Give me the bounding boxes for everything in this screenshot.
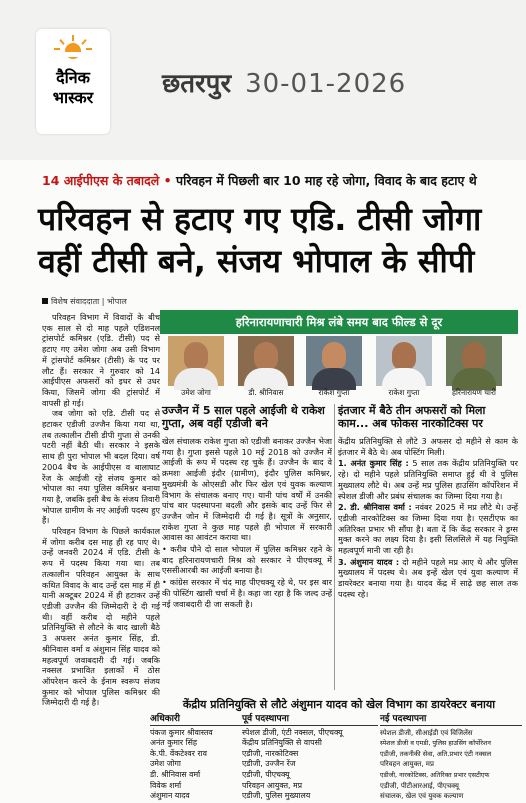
- headline-line-2: वहीं टीसी बने, संजय भोपाल के सीपी: [38, 242, 475, 280]
- table-cell: पंकज कुमार श्रीवास्तव: [150, 727, 213, 737]
- table-cell: उमेश जोगा: [150, 759, 181, 769]
- table-cell: एडीजी, तकनीकी सेवा, अति.प्रभार एंटी नक्सल: [380, 749, 492, 758]
- photo-rakesh-gupta-2: [376, 336, 432, 386]
- middle-paragraph: • करीब पौने दो साल भोपाल में पुलिस कमिश्नर रहने के बाद हरिनारायणचारी मिश्र को सरकार ने पीएचक्यू में एससीआरबी का आईजी बनाया है।: [162, 544, 332, 576]
- logo-line2: भास्कर: [52, 88, 94, 107]
- photo-caption: उमेश जोगा: [181, 388, 211, 397]
- photo-d-srinivas: [238, 336, 294, 386]
- column-divider: [334, 404, 335, 690]
- table-cell: डी. श्रीनिवास वर्मा: [150, 769, 201, 779]
- right-intro: केंद्रीय प्रतिनियुक्ति से लौटे 3 अफसर दो महीने से काम के इंतजार में बैठे थे। अब पोस्टिंग मिली।: [338, 436, 518, 457]
- table-cell: एडीजी, पीटीआरआई, पीएचक्यू: [380, 781, 459, 790]
- right-item: [338, 458, 518, 501]
- right-item: [338, 557, 518, 600]
- photo-caption: राकेश गुप्ता: [318, 388, 350, 397]
- right-item-label: 2. डी. श्रीनिवास वर्मा :: [338, 502, 412, 513]
- byline-text: विशेष संवाददाता | भोपाल: [51, 297, 127, 306]
- kicker-text: परिवहन में पिछली बार 10 माह रहे जोगा, विवाद के बाद हटाए थे: [176, 173, 477, 188]
- table-cell: परिवहन आयुक्त, मप्र: [242, 780, 303, 790]
- kicker-separator: •: [163, 173, 172, 188]
- table-cell: एडीजी, पुलिस मुख्यालय: [242, 791, 311, 801]
- middle-column: [162, 436, 332, 686]
- table-cell: एडीजी, उज्जैन रेंज: [242, 759, 296, 769]
- photo-caption: डी. श्रीनिवास: [248, 388, 284, 397]
- table-header: नई पदस्थापना: [380, 714, 522, 726]
- sun-icon: [52, 35, 94, 57]
- city-name: छतरपुर: [162, 69, 232, 99]
- table-cell: एडीजी, नारकोटिक्स, अतिरिक्त प्रभार एसटीएफ: [380, 770, 490, 779]
- table-column-new: [380, 714, 522, 802]
- right-item: [338, 502, 518, 556]
- left-paragraph: परिवहन विभाग में विवादों के बीच एक साल से दो माह पहले एडिशनल ट्रांसपोर्ट कमिश्नर (एडि. टीसी) पद से हटाए गए उमेश जोगा अब उसी विभाग में ट्रांसपोर्ट कमिश्नर (टीसी) के पद पर लौट हैं। सरकार ने गुरुवार को 14 आईपीएस अफसरों को इधर से उधर किया, जिसमें जोगा की ट्रांसपोर्ट में वापसी हो गई।: [42, 312, 160, 408]
- middle-paragraph: खेल संचालक राकेश गुप्ता को एडीजी बनाकर उज्जैन भेजा गया है। गुप्ता इससे पहले 10 मई 2018 को उज्जैन में आईजी के रूप में पदस्थ रह चुके हैं। उज्जैन के बाद वे क्रमशः आईजी इंदौर (ग्रामीण), इंदौर पुलिस कमिश्नर, मुख्यमंत्री के ओएसडी और फिर खेल एवं युवक कल्याण विभाग के संचालक बनाए गए। यानी पांच वर्षों में उनकी पांच बार पदस्थापना बदली और इसके बाद उन्हें फिर से उज्जैन जोन में जिम्मेदारी दी गई है। सूत्रों के अनुसार, राकेश गुप्ता ने कुछ माह पहले ही भोपाल में सरकारी आवास का आवंटन कराया था।: [162, 436, 332, 543]
- byline: [42, 296, 127, 307]
- dainik-bhaskar-logo: [36, 29, 110, 134]
- right-item-text: नवंबर 2025 में मप्र लौटे थे। उन्हें एडीजी नारकोटिक्स का जिम्मा दिया गया है। एसटीएफ का अतिरिक्त प्रभार भी सौंपा है। बता दें कि केंद्र सरकार ने ड्रग्स मुक्त करने का लक्ष्य दिया है। इसी सिलसिले में यह नियुक्ति महत्वपूर्ण मानी जा रही है।: [338, 502, 518, 556]
- right-item-text: दो महीने पहले मप्र आए थे और पुलिस मुख्यालय में पदस्थ थे। अब इन्हें खेल एवं युवा कल्याण में डायरेक्टर बनाया गया है। यादव केंद्र में साढ़े छह साल तक पदस्थ रहे।: [338, 556, 518, 599]
- middle-heading: उज्जैन में 5 साल पहले आईजी थे राकेश गुप्ता, अब वहीं एडीजी बने: [162, 404, 325, 430]
- edition-date: 30-01-2026: [245, 69, 407, 99]
- table-cell: स्पेशल डीजी, सीआईडी एवं विजिलेंस: [380, 728, 473, 737]
- table-column-previous: [242, 714, 378, 802]
- right-item-label: 3. अंशुमान यादव :: [338, 556, 400, 567]
- kicker-line: [42, 172, 522, 189]
- kicker-red: 14 आईपीएस के तबादले: [42, 173, 160, 188]
- right-item-text: 5 साल तक केंद्रीय प्रतिनियुक्ति पर रहे। दो महीने पहले प्रतिनियुक्ति समाप्त हुई थी वे पुलिस मुख्यालय लौटे थे। अब उन्हें मप्र पुलिस हाउसिंग कॉर्पोरेशन में स्पेशल डीजी और प्रबंध संचालक का जिम्मा दिया गया है।: [338, 458, 518, 501]
- right-item-label: 1. अनंत कुमार सिंह :: [338, 458, 409, 469]
- photo-strip: [160, 336, 518, 398]
- table-cell: विवेक शर्मा: [150, 780, 182, 790]
- left-column: [42, 312, 160, 708]
- table-cell: अनंत कुमार सिंह: [150, 738, 197, 748]
- table-cell: अंशुमान यादव: [150, 791, 190, 801]
- photo-caption: राकेश गुप्ता: [388, 388, 420, 397]
- photo-umesh-joga: [168, 336, 224, 386]
- right-column: [338, 436, 518, 686]
- headline-line-1: परिवहन से हटाए गए एडि. टीसी जोगा: [38, 200, 482, 238]
- table-column-officer: [150, 714, 242, 802]
- table-cell: स्पेशल डीजी, एंटी नक्सल, पीएचक्यू: [242, 727, 343, 737]
- table-header: अधिकारी: [150, 714, 242, 726]
- photo-strip-title: हरिनारायणाचारी मिश्र लंबे समय बाद फील्ड से दूर: [160, 310, 518, 334]
- left-paragraph: जब जोगा को एडि. टीसी पद से हटाकर एडीजी उज्जैन किया गया था, तब तत्कालीन टीसी डीपी गुप्ता से उनकी पटरी नहीं बैठी थी। सरकार ने इसके साथ ही पुरा भोपाल भी बदल दिया। वर्ष 2004 बैच के आईपीएस व बालाघाट रेंज के आईजी रहे संजय कुमार को भोपाल का नया पुलिस कमिश्नर बनाया गया है, जबकि इसी बैच के संजय तिवारी भोपाल ग्रामीण के नए आईजी पदस्थ हुए हैं।: [42, 408, 160, 526]
- byline-marker-icon: [42, 298, 48, 304]
- table-header: पूर्व पदस्थापना: [242, 714, 378, 726]
- table-cell: एडीजी, नारकोटिक्स: [242, 748, 299, 758]
- table-cell: केंद्रीय प्रतिनियुक्ति से वापसी: [242, 738, 322, 748]
- table-cell: परिवहन आयुक्त, मप्र: [380, 760, 434, 769]
- photo-rakesh-gupta: [306, 336, 362, 386]
- table-cell: संचालक, खेल एवं युवक कल्याण: [380, 792, 464, 801]
- table-cell: स्पेशल डीजी व एमडी, पुलिस हाउसिंग कॉर्पोरेशन: [380, 739, 491, 748]
- photo-caption: हरिनारायण चारी: [452, 388, 496, 397]
- middle-paragraph: • कांग्रेस सरकार में चंद माह पीएचक्यू रहे थे, पर इस बार की पोस्टिंग खासी चर्चा में है। कहा जा रहा है कि जल्द उन्हें नई जवाबदारी दी जा सकती है।: [162, 577, 332, 609]
- right-heading: इंतजार में बैठे तीन अफसरों को मिला काम... अब फोकस नारकोटिक्स पर: [338, 404, 486, 430]
- table-title: केंद्रीय प्रतिनियुक्ति से लौटे अंशुमान यादव को खेल विभाग का डायरेक्टर बनाया: [182, 698, 496, 711]
- logo-line1: दैनिक: [56, 68, 90, 87]
- photo-harinarayan-chari: [446, 336, 502, 386]
- left-paragraph: परिवहन विभाग के पिछले कार्यकाल में जोगा करीब दस माह ही रह पाए थे। उन्हें जनवरी 2024 में एडि. टीसी के रूप में पदस्थ किया गया था। तब तत्कालीन परिवहन आयुक्त के साथ कथित विवाद के बाद उन्हें दस माह में ही यानी अक्टूबर 2024 में ही हटाकर उन्हें एडीजी उज्जैन की जिम्मेदारी दे दी गई थी। वहीं करीब दो महीने पहले प्रतिनियुक्ति से लौटने के बाद खाली बैठे 3 अफसर अनंत कुमार सिंह, डी. श्रीनिवास वर्मा व अंशुमान सिंह यादव को महत्वपूर्ण जवाबदारी दी गई। जबकि नक्सल प्रभावित इलाकों में ठोस ऑपरेशन करने के ईनाम स्वरूप संजय कुमार को भोपाल पुलिस कमिश्नर की जिम्मेदारी दी गई है।: [42, 526, 160, 708]
- place-date: [162, 64, 502, 100]
- table-cell: के.पी. वेंकटेश्वर राव: [150, 748, 207, 758]
- table-cell: एडीजी, पीएचक्यू: [242, 769, 290, 779]
- headline: [38, 198, 518, 282]
